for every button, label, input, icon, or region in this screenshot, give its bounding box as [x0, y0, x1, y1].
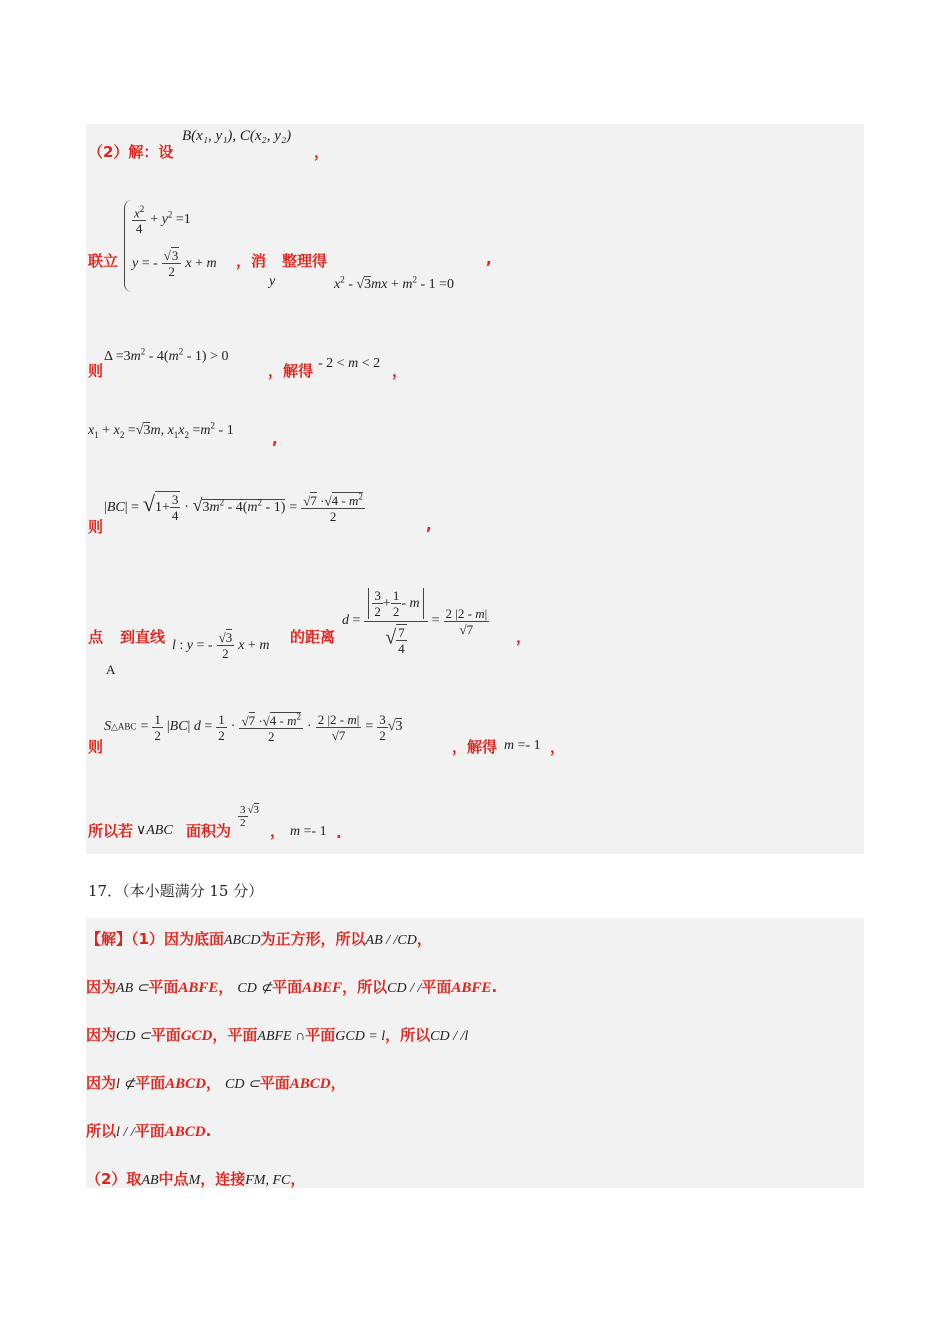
sol17-line-3: 因为CD ⊂平面GCD，平面ABFE ∩平面GCD = l，所以CD / /l	[86, 1026, 469, 1044]
xiao-label: ，消	[236, 252, 267, 270]
vieta-formulas: $x_1 + x_2 =√3m$, $x_1x_2 =m^2 - 1$	[88, 420, 234, 440]
line-l-equation: l : y = - $\frac{√3}{2}$ x + m	[172, 630, 270, 661]
quadratic-equation: $x^2 - √3mx + m^2 - 1 =0$	[334, 274, 454, 292]
final-m-value: m =- 1	[290, 824, 327, 839]
jiede-label: ，解得	[268, 362, 314, 380]
question-17-heading: 17．（本小题满分 15 分）	[88, 882, 264, 900]
comma: ，	[550, 738, 566, 756]
sol17-line-6: （2）取AB中点M，连接FM, FC，	[86, 1170, 306, 1188]
comma: ，	[516, 628, 532, 646]
points-definition: B(x₁, y₁), C(x₂, y₂)	[182, 128, 292, 144]
solution-panel-part2	[86, 124, 864, 854]
sol17-line-5: 所以l / /平面ABCD.	[86, 1122, 212, 1140]
dian-label: 点	[88, 628, 104, 646]
de-juli-label: 的距离	[290, 628, 336, 646]
m-value: m =- 1	[504, 738, 541, 753]
sol17-line-4: 因为l ⊄平面ABCD， CD ⊂平面ABCD，	[86, 1074, 346, 1092]
part2-label: （2）解：设	[88, 143, 174, 161]
point-a: A	[106, 662, 116, 677]
comma: ,	[426, 516, 432, 534]
m-range: - 2 < m < 2	[318, 356, 381, 371]
suoyi-label: 所以若	[88, 822, 134, 840]
comma: ,	[272, 430, 278, 448]
ze-label: 则	[88, 362, 104, 380]
comma: ，	[392, 362, 408, 380]
lianli-label: 联立	[88, 252, 119, 270]
dao-zhixian-label: 到直线	[120, 628, 166, 646]
sol17-line-1: 【解】（1）因为底面ABCD为正方形，所以AB / /CD，	[86, 930, 432, 948]
zhengli-label: 整理得	[282, 252, 328, 270]
ze-label: 则	[88, 738, 104, 756]
comma: ，	[314, 143, 330, 161]
period: .	[336, 824, 342, 842]
comma: ,	[486, 250, 492, 268]
chord-length-bc: |BC| = √1+ $\frac{3}{4}$ · $√3m^2 - 4(m^2 - 1)$ = $\frac{√7 \cdot√4 - m^2}{2}$	[104, 490, 363, 525]
eliminated-var: y	[269, 274, 276, 289]
area-formula: S△ABC = $\frac{1}{2}$ |BC| d = $\frac{1}{2}$ · $\frac{√7 \cdot√4 - m^2}{2}$ · $\frac{2 |2 - m|}{√7}$ = $\frac{3}{2}$ √3	[104, 711, 403, 745]
system-eq2: y = - $\frac{√3}{2}$ x + m	[132, 248, 217, 279]
triangle-abc: ∨ABC	[136, 823, 173, 838]
comma: ，	[270, 822, 286, 840]
mianji-label: 面积为	[186, 822, 232, 840]
area-value: $\frac{3}{2}$ $^{√3}$	[240, 804, 260, 829]
discriminant: $\Delta =3m^2 - 4(m^2 - 1) > 0$	[104, 346, 229, 364]
solution-panel-q17	[86, 918, 864, 1188]
ze-label: 则	[88, 518, 104, 536]
sol17-line-2: 因为AB ⊂平面ABFE， CD ⊄平面ABEF，所以CD / /平面ABFE.	[86, 978, 498, 996]
distance-formula: d = $\frac{3}{2}$ + $\frac{1}{2}$ - m √ $\frac{7}{4}$ = $\frac{2 |2 - m|}{√7}$	[342, 588, 488, 656]
system-eq1: $\frac{x^2}{4}$ + $y^2 =1$	[134, 204, 191, 237]
jiede-label: ，解得	[452, 738, 498, 756]
